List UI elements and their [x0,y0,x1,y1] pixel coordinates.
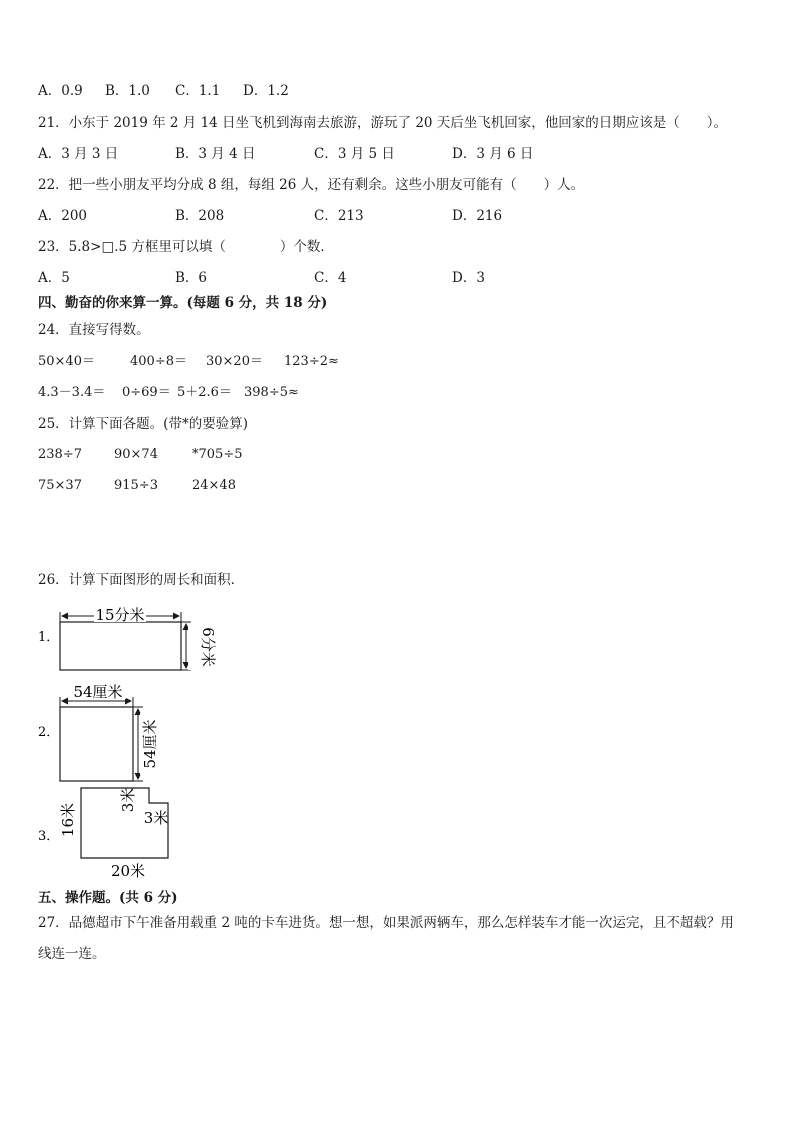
q24-r1-c1: 50×40＝ [38,354,95,369]
q23-option-a: A．5 [38,270,70,286]
section5-title: 五、操作题。(共 6 分) [38,890,178,906]
q24-r2-c3: 5＋2.6＝ [177,385,232,400]
q24-text: 24．直接写得数。 [38,322,150,338]
figure-2-side-label: 54厘米 [141,719,159,769]
section4-title: 四、勤奋的你来算一算。(每题 6 分，共 18 分) [38,295,328,311]
q26-text: 26．计算下面图形的周长和面积． [38,572,245,588]
figure-1-side-label: 6分米 [199,627,217,667]
q20-option-d: D．1.2 [243,83,289,99]
q23-option-c: C．4 [314,270,347,286]
q22-option-d: D．216 [452,208,503,224]
q22-text: 22．把一些小朋友平均分成 8 组，每组 26 人，还有剩余。这些小朋友可能有（ ）人。 [38,177,585,193]
q20-option-b: B．1.0 [105,83,150,99]
figure-2-top-label: 54厘米 [73,683,123,701]
figure-3-notched-shape [38,788,168,880]
figure-1-rectangle [38,606,217,670]
q23-text: 23．5.8>□.5 方框里可以填（ ）个数． [38,239,334,255]
figure-1-top-label: 15分米 [95,606,145,624]
q21-option-b: B．3 月 4 日 [175,146,256,162]
figure-3-number: 3． [38,829,60,844]
q25-r1-c3: *705÷5 [192,447,243,462]
figure-3-bottom-label: 20米 [110,862,146,880]
q25-text: 25．计算下面各题。(带*的要验算) [38,416,248,432]
q20-option-c: C．1.1 [175,83,221,99]
q24-r1-c2: 400÷8＝ [130,354,187,369]
figure-2-number: 2． [38,725,60,740]
q24-r1-c4: 123÷2≈ [284,354,339,369]
q21-text: 21．小东于 2019 年 2 月 14 日坐飞机到海南去旅游，游玩了 20 天后坐飞机回家，他回家的日期应该是（ ）。 [38,115,728,131]
q21-option-c: C．3 月 5 日 [314,146,395,162]
q22-option-a: A．200 [38,208,88,224]
figure-3-notch-vertical-label: 3米 [119,787,137,813]
q25-r2-c3: 24×48 [192,478,236,493]
q27-line2: 线连一连。 [38,946,106,962]
q24-r2-c1: 4.3－3.4＝ [38,385,106,400]
q24-r2-c4: 398÷5≈ [244,385,299,400]
q24-r2-c2: 0÷69＝ [122,385,171,400]
q25-r2-c2: 915÷3 [114,478,158,493]
q20-option-a: A．0.9 [38,83,83,99]
q24-r1-c3: 30×20＝ [206,354,263,369]
figure-1-number: 1． [38,630,60,645]
q22-option-b: B．208 [175,208,225,224]
q21-option-a: A．3 月 3 日 [38,146,119,162]
q25-r1-c2: 90×74 [114,447,158,462]
figure-2-square [38,683,160,781]
figure-3-left-label: 16米 [59,802,77,838]
q22-option-c: C．213 [314,208,364,224]
q23-option-d: D．3 [452,270,485,286]
q27-line1: 27．品德超市下午准备用载重 2 吨的卡车进货。想一想，如果派两辆车，那么怎样装车才能一次运完，且不超载？用 [38,915,734,931]
figure-3-notch-horizontal-label: 3米 [143,809,169,827]
q25-r1-c1: 238÷7 [38,447,82,462]
q23-option-b: B．6 [175,270,208,286]
q21-option-d: D．3 月 6 日 [452,146,534,162]
q25-r2-c1: 75×37 [38,478,82,493]
